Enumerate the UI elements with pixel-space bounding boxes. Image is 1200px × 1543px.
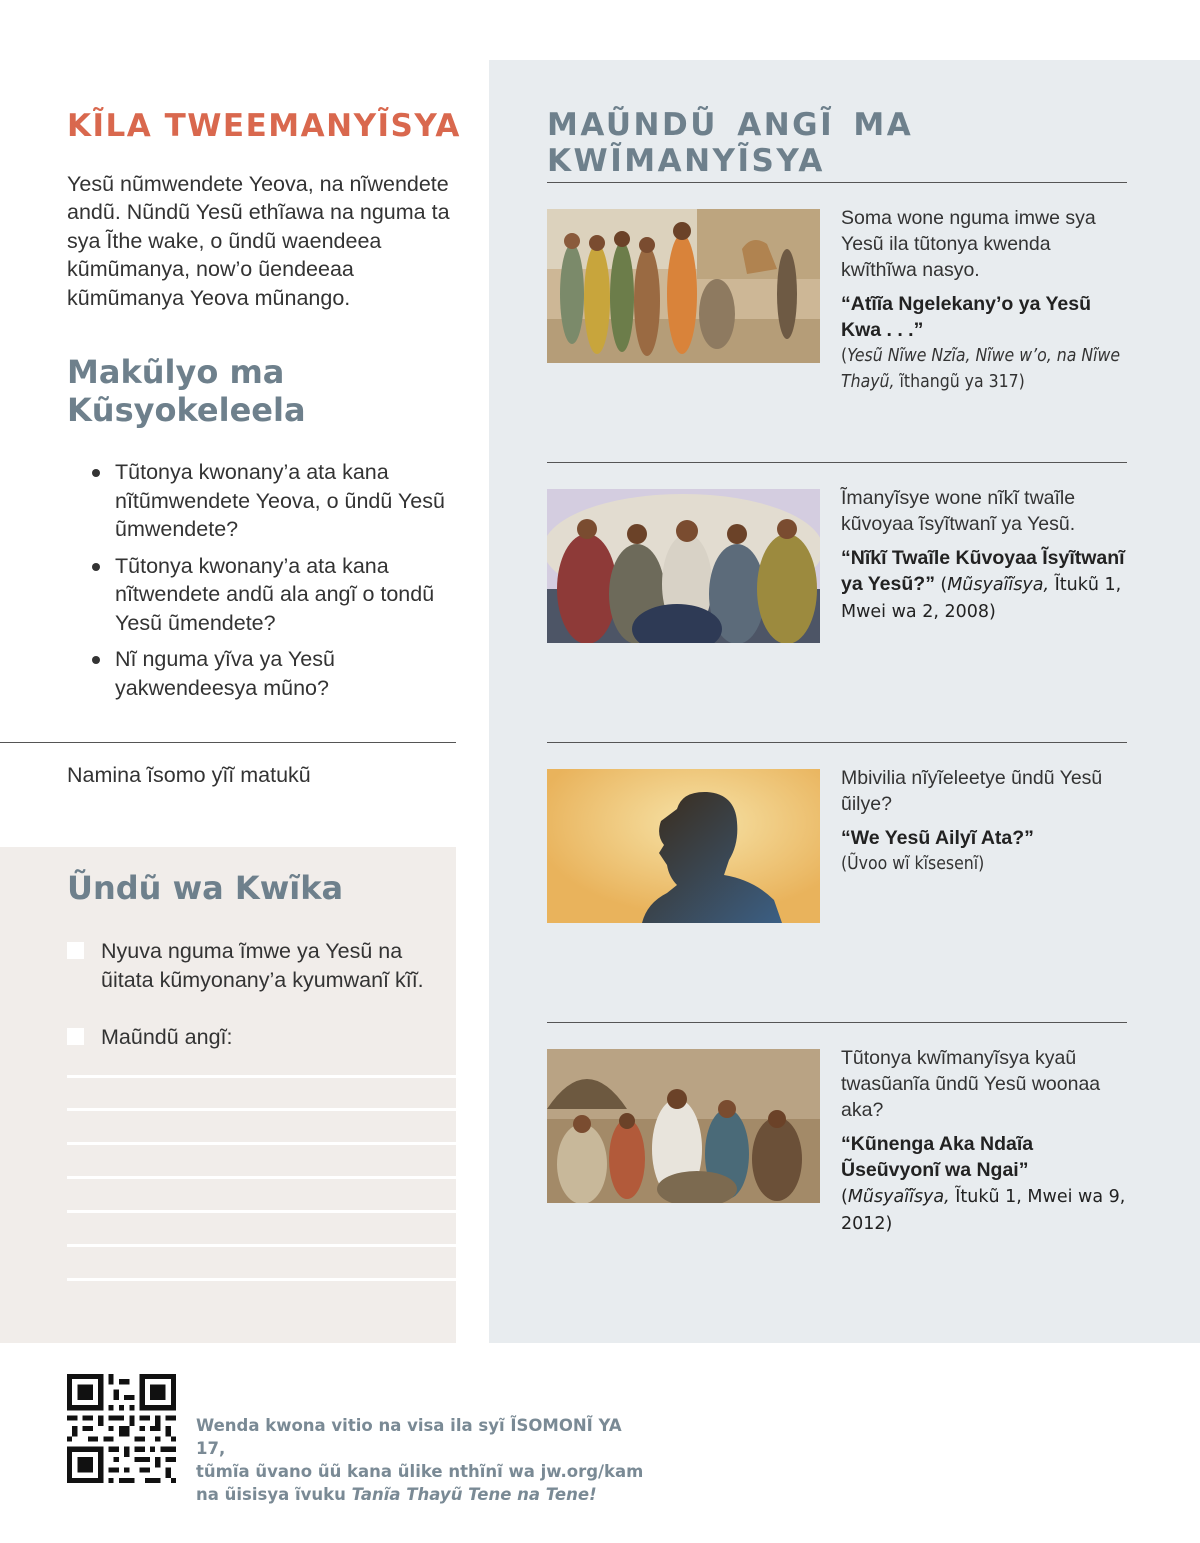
resource-source: (Ũvoo wĩ kĩsesenĩ) bbox=[841, 854, 985, 874]
resource-image[interactable] bbox=[547, 769, 820, 923]
writing-line[interactable] bbox=[67, 1176, 456, 1179]
resource-image[interactable] bbox=[547, 489, 820, 643]
resource-prompt: Soma wone nguma imwe sya Yesũ ila tũtonya kwenda kwĩthĩwa nasyo. bbox=[841, 207, 1096, 281]
goal-item: Nyuva nguma ĩmwe ya Yesũ na ũitata kũmyonany’a kyumwanĩ kĩĩ. bbox=[67, 937, 447, 994]
writing-line[interactable] bbox=[67, 1210, 456, 1213]
bullet-icon bbox=[92, 656, 100, 664]
resource-title[interactable]: “Kũnenga Aka Ndaĩa Ũseũvyonĩ wa Ngai” (Mũsyaĩĩsya, Ĩtukũ 1, Mwei wa 9, 2012) bbox=[841, 1133, 1126, 1234]
silhouette-illustration bbox=[547, 769, 820, 923]
divider bbox=[547, 462, 1127, 463]
resource-text bbox=[841, 765, 1131, 877]
resource-image[interactable] bbox=[547, 209, 820, 363]
footer-text: Wenda kwona vitio na visa ila syĩ ĨSOMONĨ YA 17, tũmĩa ũvano ũũ kana ũlike nthĩnĩ wa jw.org/kam na ũisisya ĩvuku Tanĩa Thayũ Tene na Tene! bbox=[196, 1416, 644, 1504]
review-questions bbox=[88, 458, 448, 710]
resource-text bbox=[841, 205, 1131, 395]
goal-heading: Ũndũ wa Kwĩka bbox=[67, 869, 344, 907]
resource-title[interactable]: “We Yesũ Ailyĩ Ata?” bbox=[841, 827, 1034, 849]
resource-prompt: Ĩmanyĩsye wone nĩkĩ twaĩle kũvoyaa ĩsyĩtwanĩ ya Yesũ. bbox=[841, 487, 1076, 535]
resource-prompt: Tũtonya kwĩmanyĩsya kyaũ twasũanĩa ũndũ Yesũ woonaa aka? bbox=[841, 1047, 1101, 1121]
writing-line[interactable] bbox=[67, 1278, 456, 1281]
resource-prompt: Mbivilia nĩyĩeleetye ũndũ Yesũ ũilye? bbox=[841, 767, 1103, 815]
writing-line[interactable] bbox=[67, 1244, 456, 1247]
goal-box bbox=[0, 847, 456, 1343]
resource-image[interactable] bbox=[547, 1049, 820, 1203]
checkbox[interactable] bbox=[67, 1028, 84, 1045]
qr-code-icon bbox=[67, 1374, 176, 1483]
divider bbox=[0, 742, 456, 743]
summary-text: Yesũ nũmwendete Yeova, na nĩwendete andũ. Nũndũ Yesũ ethĩawa na nguma ta sya Ĩthe wake, o ũndũ waendeea kũmũmanya, now’o ũendeeaa kũmũmanya Yeova mũnango. bbox=[67, 172, 450, 310]
writing-line[interactable] bbox=[67, 1075, 456, 1078]
qr-code[interactable] bbox=[67, 1374, 176, 1483]
goal-item: Maũndũ angĩ: bbox=[67, 1023, 447, 1052]
resource-title[interactable]: “Atĩĩa Ngelekany’o ya Yesũ Kwa . . .” bbox=[841, 293, 1092, 341]
review-question: Tũtonya kwonany’a ata kana nĩtũmwendete Yeova, o ũndũ Yesũ ũmwendete? bbox=[88, 458, 448, 544]
divider bbox=[547, 182, 1127, 183]
resource-source: (Yesũ Nĩwe Nzĩa, Nĩwe w’o, na Nĩwe Thayũ, ĩthangũ ya 317) bbox=[841, 346, 1121, 392]
jesus-crowd-street-illustration bbox=[547, 209, 820, 363]
resource-title[interactable]: “Nĩkĩ Twaĩle Kũvoyaa Ĩsyĩtwanĩ ya Yesũ?” (Mũsyaĩĩsya, Ĩtukũ 1, Mwei wa 2, 2008) bbox=[841, 547, 1125, 622]
review-question: Nĩ nguma yĩva ya Yesũ yakwendeesya mũno? bbox=[88, 645, 448, 702]
more-heading: MAŨNDŨ ANGĨ MA KWĨMANYĨSYA bbox=[547, 107, 914, 179]
jesus-with-disciples-illustration bbox=[547, 489, 820, 643]
review-heading: Makũlyo ma Kũsyokeleela bbox=[67, 353, 306, 429]
resource-text bbox=[841, 1045, 1131, 1237]
summary-heading: KĨLA TWEEMANYĨSYA bbox=[67, 108, 461, 144]
writing-line[interactable] bbox=[67, 1142, 456, 1145]
divider bbox=[547, 742, 1127, 743]
jesus-with-women-children-illustration bbox=[547, 1049, 820, 1203]
review-question: Tũtonya kwonany’a ata kana nĩtwendete andũ ala angĩ o tondũ Yesũ ũmendete? bbox=[88, 552, 448, 638]
checkbox[interactable] bbox=[67, 942, 84, 959]
divider bbox=[547, 1022, 1127, 1023]
completion-date-label: Namina ĩsomo yĩĩ matukũ bbox=[67, 763, 311, 787]
bullet-icon bbox=[92, 563, 100, 571]
bullet-icon bbox=[92, 469, 100, 477]
writing-line[interactable] bbox=[67, 1108, 456, 1111]
resource-text bbox=[841, 485, 1131, 625]
